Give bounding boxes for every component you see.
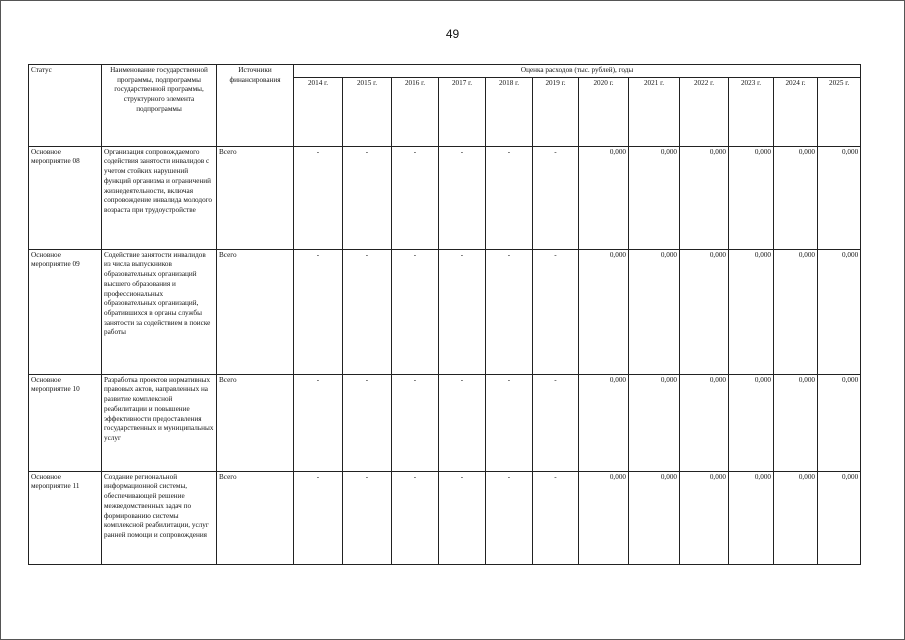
row-name: Содействие занятости инвалидов из числа выпускников образовательных организаций высшего образования и профессиональных образовательных организаций, обратившихся в органы службы занятости за содействием в поиске работы <box>102 249 217 374</box>
row-source: Всего <box>217 471 294 564</box>
value-cell: - <box>294 471 343 564</box>
value-cell: 0,000 <box>818 249 861 374</box>
value-cell: 0,000 <box>729 471 774 564</box>
value-cell: - <box>343 471 392 564</box>
value-cell: 0,000 <box>629 471 680 564</box>
value-cell: 0,000 <box>774 146 818 249</box>
value-cell: - <box>533 249 579 374</box>
header-year: 2023 г. <box>729 77 774 146</box>
value-cell: 0,000 <box>579 146 629 249</box>
row-source: Всего <box>217 249 294 374</box>
value-cell: 0,000 <box>680 374 729 471</box>
value-cell: 0,000 <box>774 374 818 471</box>
value-cell: - <box>486 471 533 564</box>
header-year: 2016 г. <box>392 77 439 146</box>
value-cell: - <box>392 249 439 374</box>
value-cell: 0,000 <box>629 249 680 374</box>
value-cell: - <box>486 146 533 249</box>
value-cell: 0,000 <box>818 146 861 249</box>
value-cell: - <box>392 374 439 471</box>
page-number: 49 <box>445 27 460 41</box>
header-year: 2022 г. <box>680 77 729 146</box>
table-row <box>29 146 861 249</box>
value-cell: - <box>439 146 486 249</box>
header-year: 2017 г. <box>439 77 486 146</box>
value-cell: 0,000 <box>680 146 729 249</box>
expenses-table <box>28 64 861 565</box>
header-source: Источники финансирования <box>217 65 294 147</box>
value-cell: - <box>343 249 392 374</box>
header-year: 2024 г. <box>774 77 818 146</box>
row-source: Всего <box>217 146 294 249</box>
row-status: Основное мероприятие 11 <box>29 471 102 564</box>
value-cell: - <box>294 146 343 249</box>
table-row <box>29 374 861 471</box>
value-cell: 0,000 <box>729 146 774 249</box>
value-cell: - <box>486 374 533 471</box>
row-status: Основное мероприятие 08 <box>29 146 102 249</box>
value-cell: 0,000 <box>629 146 680 249</box>
value-cell: - <box>486 249 533 374</box>
row-source: Всего <box>217 374 294 471</box>
value-cell: - <box>439 249 486 374</box>
value-cell: - <box>294 249 343 374</box>
row-name: Создание региональной информационной системы, обеспечивающей решение межведомственных задач по формированию системы комплексной реабилитации, услуг ранней помощи и сопровождения <box>102 471 217 564</box>
value-cell: 0,000 <box>680 471 729 564</box>
value-cell: - <box>343 146 392 249</box>
value-cell: - <box>294 374 343 471</box>
header-estimate: Оценка расходов (тыс. рублей), годы <box>294 65 861 78</box>
row-name: Разработка проектов нормативных правовых актов, направленных на развитие комплексной реабилитации и повышение эффективности предоставления государственных и муниципальных услуг <box>102 374 217 471</box>
value-cell: - <box>343 374 392 471</box>
value-cell: 0,000 <box>579 374 629 471</box>
header-year: 2018 г. <box>486 77 533 146</box>
table-row <box>29 471 861 564</box>
header-name: Наименование государственной программы, подпрограммы государственной программы, структурного элемента подпрограммы <box>102 65 217 147</box>
value-cell: 0,000 <box>818 374 861 471</box>
header-year: 2019 г. <box>533 77 579 146</box>
header-year: 2021 г. <box>629 77 680 146</box>
value-cell: 0,000 <box>629 374 680 471</box>
header-year: 2014 г. <box>294 77 343 146</box>
row-status: Основное мероприятие 09 <box>29 249 102 374</box>
value-cell: - <box>439 374 486 471</box>
row-name: Организация сопровождаемого содействия занятости инвалидов с учетом стойких нарушений функций организма и ограничений жизнедеятельности, включая сопровождение инвалида молодого возраста при трудоустройстве <box>102 146 217 249</box>
header-status: Статус <box>29 65 102 147</box>
value-cell: 0,000 <box>579 249 629 374</box>
value-cell: 0,000 <box>729 374 774 471</box>
header-year: 2015 г. <box>343 77 392 146</box>
value-cell: - <box>533 471 579 564</box>
value-cell: - <box>392 146 439 249</box>
value-cell: 0,000 <box>680 249 729 374</box>
value-cell: 0,000 <box>774 471 818 564</box>
value-cell: 0,000 <box>818 471 861 564</box>
table-row <box>29 249 861 374</box>
header-year: 2025 г. <box>818 77 861 146</box>
header-year: 2020 г. <box>579 77 629 146</box>
value-cell: - <box>533 374 579 471</box>
value-cell: 0,000 <box>774 249 818 374</box>
value-cell: 0,000 <box>579 471 629 564</box>
value-cell: - <box>439 471 486 564</box>
value-cell: 0,000 <box>729 249 774 374</box>
row-status: Основное мероприятие 10 <box>29 374 102 471</box>
value-cell: - <box>392 471 439 564</box>
value-cell: - <box>533 146 579 249</box>
